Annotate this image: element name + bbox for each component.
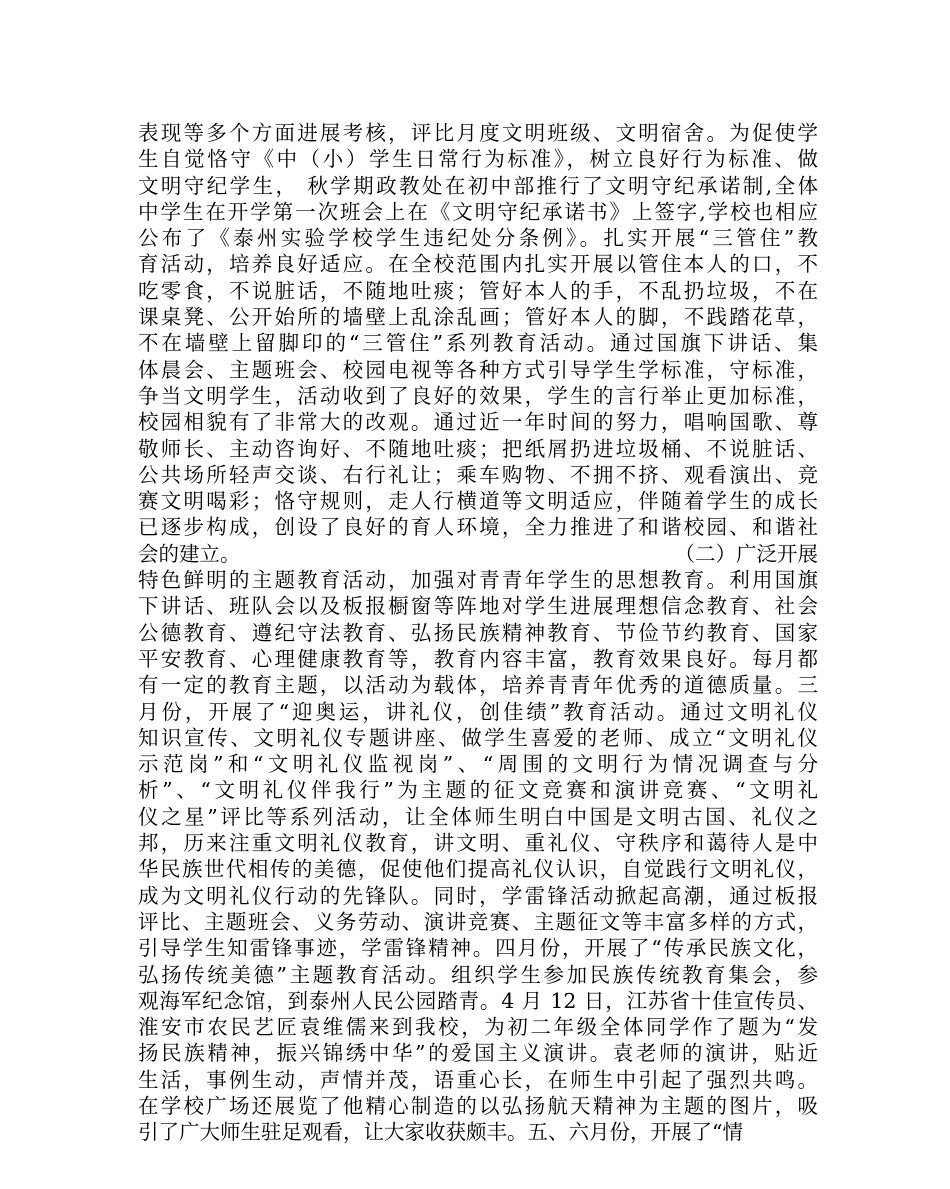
text-line: 仪之星”评比等系列活动，让全体师生明白中国是文明古国、礼仪之 <box>138 804 818 829</box>
body-text <box>138 120 818 1146</box>
text-line: 评比、主题班会、义务劳动、演讲竞赛、主题征文等丰富多样的方式， <box>138 909 818 934</box>
text-line: 表现等多个方面进展考核，评比月度文明班级、文明宿舍。为促使学 <box>138 121 818 145</box>
text-line: 引了广大师生驻足观看，让大家收获颇丰。五、六月份，开展了“情 <box>138 1120 743 1145</box>
text-line: 下讲话、班队会以及板报橱窗等阵地对学生进展理想信念教育、社会 <box>138 594 818 619</box>
text-line: 公德教育、遵纪守法教育、弘扬民族精神教育、节俭节约教育、国家 <box>138 620 818 645</box>
paragraph-end-text: 会的建立。 <box>138 541 241 566</box>
text-line: 生自觉恪守《中（小）学生日常行为标准》，树立良好行为标准、做 <box>138 147 818 172</box>
text-line: 邦，历来注重文明礼仪教育，讲文明、重礼仪、守秩序和蔼待人是中 <box>138 831 818 856</box>
text-line: 公共场所轻声交谈、右行礼让；乘车购物、不拥不挤、观看演出、竞 <box>138 462 818 487</box>
text-line: 有一定的教育主题，以活动为载体，培养青青年优秀的道德质量。三 <box>138 673 818 698</box>
text-line: 中学生在开学第一次班会上在《文明守纪承诺书》上签字,学校也相应 <box>138 199 818 224</box>
section-heading-start: （二）广泛开展 <box>674 541 818 566</box>
text-line: 赛文明喝彩；恪守规则，走人行横道等文明适应，伴随着学生的成长 <box>138 489 818 514</box>
text-line: 月份，开展了“迎奥运，讲礼仪，创佳绩”教育活动。通过文明礼仪 <box>138 699 818 724</box>
text-line: 知识宣传、文明礼仪专题讲座、做学生喜爱的老师、成立“文明礼仪 <box>138 725 818 750</box>
text-line: 校园相貌有了非常大的改观。通过近一年时间的努力，唱响国歌、尊 <box>138 410 818 435</box>
text-line-with-heading <box>138 541 818 567</box>
text-line: 育活动，培养良好适应。在全校范围内扎实开展以管住本人的口，不 <box>138 252 818 277</box>
text-line: 扬民族精神，振兴锦绣中华”的爱国主义演讲。袁老师的演讲，贴近 <box>138 1041 818 1066</box>
text-line: 成为文明礼仪行动的先锋队。同时，学雷锋活动掀起高潮，通过板报 <box>138 883 818 908</box>
text-line: 示范岗”和“文明礼仪监视岗”、“周围的文明行为情况调查与分 <box>138 752 818 777</box>
text-line: 课桌凳、公开始所的墙壁上乱涂乱画；管好本人的脚，不践踏花草， <box>138 305 818 330</box>
text-line: 争当文明学生，活动收到了良好的效果，学生的言行举止更加标准， <box>138 383 818 408</box>
text-line: 弘扬传统美德”主题教育活动。组织学生参加民族传统教育集会，参 <box>138 962 818 987</box>
text-line: 华民族世代相传的美德，促使他们提高礼仪认识，自觉践行文明礼仪， <box>138 857 818 882</box>
text-line: 淮安市农民艺匠袁维儒来到我校，为初二年级全体同学作了题为“发 <box>138 1015 818 1040</box>
text-line: 文明守纪学生， 秋学期政教处在初中部推行了文明守纪承诺制,全体 <box>138 173 818 198</box>
text-line: 公布了《泰州实验学校学生违纪处分条例》。扎实开展“三管住”教 <box>138 226 818 251</box>
text-line: 生活，事例生动，声情并茂，语重心长，在师生中引起了强烈共鸣。 <box>138 1067 818 1092</box>
text-line: 敬师长、主动咨询好、不随地吐痰；把纸屑扔进垃圾桶、不说脏话、 <box>138 436 818 461</box>
text-line: 特色鲜明的主题教育活动，加强对青青年学生的思想教育。利用国旗 <box>138 568 818 593</box>
text-line: 观海军纪念馆，到泰州人民公园踏青。4 月 12 日，江苏省十佳宣传员、 <box>138 988 818 1013</box>
text-line: 已逐步构成，创设了良好的育人环境，全力推进了和谐校园、和谐社 <box>138 515 818 540</box>
text-line: 在学校广场还展览了他精心制造的以弘扬航天精神为主题的图片，吸 <box>138 1093 818 1118</box>
text-line: 引导学生知雷锋事迹，学雷锋精神。四月份，开展了“传承民族文化， <box>138 936 818 961</box>
text-line: 平安教育、心理健康教育等，教育内容丰富，教育效果良好。每月都 <box>138 646 818 671</box>
text-line: 体晨会、主题班会、校园电视等各种方式引导学生学标准，守标准， <box>138 357 818 382</box>
text-line: 吃零食，不说脏话，不随地吐痰；管好本人的手，不乱扔垃圾，不在 <box>138 278 818 303</box>
text-line: 析”、“文明礼仪伴我行”为主题的征文竞赛和演讲竞赛、“文明礼 <box>138 778 818 803</box>
text-line: 不在墙壁上留脚印的“三管住”系列教育活动。通过国旗下讲话、集 <box>138 331 818 356</box>
